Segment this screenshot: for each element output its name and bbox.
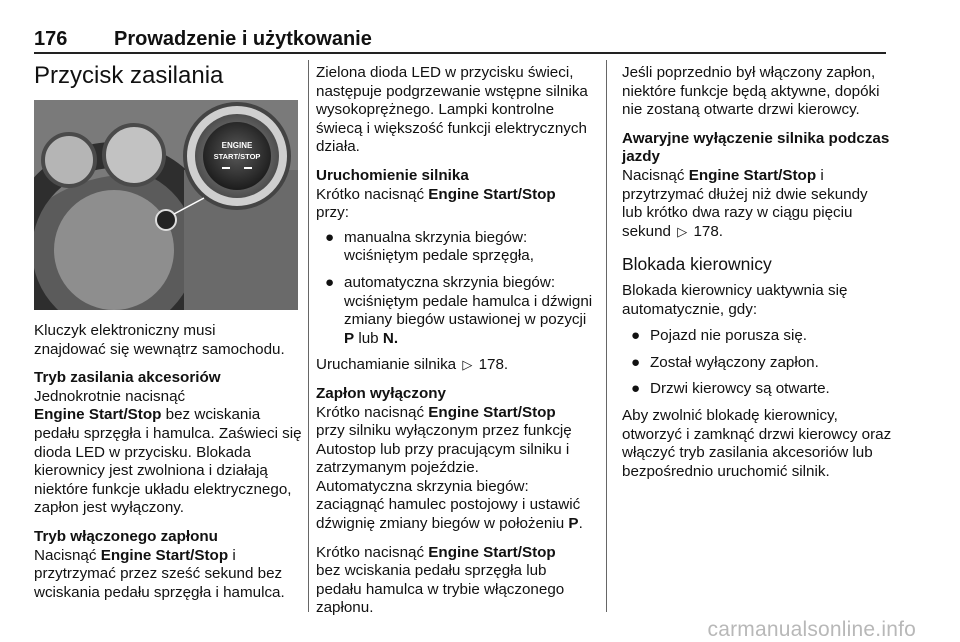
start-engine-heading: Uruchomienie silnika <box>316 166 469 184</box>
button-label-line2: START/STOP <box>213 152 261 161</box>
engine-button-photo <box>34 100 298 310</box>
unlock-paragraph: Aby zwolnić blokadę kierownicy, otworzyć i zamknąć drzwi kierowcy oraz włączyć tryb zasilania akcesoriów lub bezpośrednio uruchomić silnik. <box>622 406 892 480</box>
list-item: ● Drzwi kierowcy są otwarte. <box>631 380 830 398</box>
start-reference: Uruchamianie silnika ▷ 178. <box>316 356 509 374</box>
bullet-dot-icon: ● <box>325 228 335 246</box>
column-3 <box>622 64 892 491</box>
column-divider-2 <box>606 60 607 612</box>
column-2 <box>316 64 594 628</box>
list-item: ● Pojazd nie porusza się. <box>631 327 808 345</box>
triangle-right-icon[interactable]: ▷ <box>462 357 473 373</box>
accessory-mode-heading: Tryb zasilania akcesoriów <box>34 369 221 387</box>
list-item: ● manualna skrzynia biegów: wciśniętym pedale sprzęgła, <box>325 228 534 265</box>
ignition-off-paragraph: Zapłon wyłączony Krótko nacisnąć Engine Start/Stop przy silniku wyłączonym przez funkcję Autostop lub przy pracującym silniku i zatrzymanym pojeździe. Automatyczna skrzynia biegów: zaciągnąć hamulec postojowy i ustawić dźwignię zmiany biegów w położeniu P. <box>316 385 594 534</box>
steering-lock-heading: Blokada kierownicy <box>622 254 772 275</box>
led-paragraph: Zielona dioda LED w przycisku świeci, następuje podgrzewanie wstępne silnika wysokoprężnego. Lampki kontrolne świecą i większość funkcji elektrycznych działa. <box>316 64 588 156</box>
reference-page-link[interactable]: 178. <box>693 222 724 240</box>
column-1 <box>34 322 302 612</box>
button-label-line1: ENGINE <box>221 141 253 150</box>
list-item: ● automatyczna skrzynia biegów: wciśniętym pedale hamulca i dźwigni zmiany biegów ustawionej w pozycji P lub N. <box>325 273 593 347</box>
column-divider-1 <box>308 60 309 612</box>
accessory-mode-paragraph: Tryb zasilania akcesoriów Jednokrotnie nacisnąć Engine Start/Stop bez wciskania pedału sprzęgła i hamulca. Zaświeci się dioda LED w przycisku. Blokada kierownicy jest zwolniona i działają niektóre funkcje układu elektrycznego, zapłon jest wyłączony. <box>34 369 302 517</box>
bullet-dot-icon: ● <box>631 380 641 398</box>
chapter-title: Prowadzenie i użytkowanie <box>114 28 372 50</box>
bullet-dot-icon: ● <box>631 353 641 371</box>
ignition-on-heading: Tryb włączonego zapłonu <box>34 527 218 545</box>
intro-paragraph: Kluczyk elektroniczny musi znajdować się wewnątrz samochodu. <box>34 322 285 358</box>
emergency-stop-paragraph: Awaryjne wyłączenie silnika podczas jazdy Nacisnąć Engine Start/Stop i przytrzymać dłużej niż dwie sekundy lub krótko dwa razy w ciągu pięciu sekund ▷ 178. <box>622 130 892 242</box>
section-title: Przycisk zasilania <box>34 62 224 89</box>
triangle-right-icon[interactable]: ▷ <box>677 223 688 239</box>
bullet-dot-icon: ● <box>631 327 641 345</box>
ignition-on-paragraph: Tryb włączonego zapłonu Nacisnąć Engine Start/Stop i przytrzymać przez sześć sekund bez wciskania pedału sprzęgła i hamulca. <box>34 528 302 602</box>
start-conditions-list <box>316 229 594 349</box>
reference-page-link[interactable]: 178. <box>478 356 509 374</box>
list-item: ● Został wyłączony zapłon. <box>631 353 819 371</box>
steering-lock-intro: Blokada kierownicy uaktywnia się automatycznie, gdy: <box>622 281 848 318</box>
previous-ignition-paragraph: Jeśli poprzednio był włączony zapłon, niektóre funkcje będą aktywne, dopóki nie zostaną otwarte drzwi kierowcy. <box>622 64 880 119</box>
bullet-dot-icon: ● <box>325 273 335 291</box>
short-press-paragraph: Krótko nacisnąć Engine Start/Stop bez wciskania pedału sprzęgła lub pedału hamulca w trybie włączonego zapłonu. <box>316 543 565 617</box>
dashboard-illustration <box>34 100 298 310</box>
page-header <box>34 28 886 54</box>
page-number: 176 <box>34 28 68 50</box>
emergency-stop-heading: Awaryjne wyłączenie silnika podczas jazdy <box>622 129 890 166</box>
ignition-off-heading: Zapłon wyłączony <box>316 384 446 402</box>
watermark: carmanualsonline.info <box>707 618 916 641</box>
start-engine-paragraph: Uruchomienie silnika Krótko nacisnąć Engine Start/Stop przy: <box>316 167 594 223</box>
steering-lock-list <box>622 327 892 399</box>
